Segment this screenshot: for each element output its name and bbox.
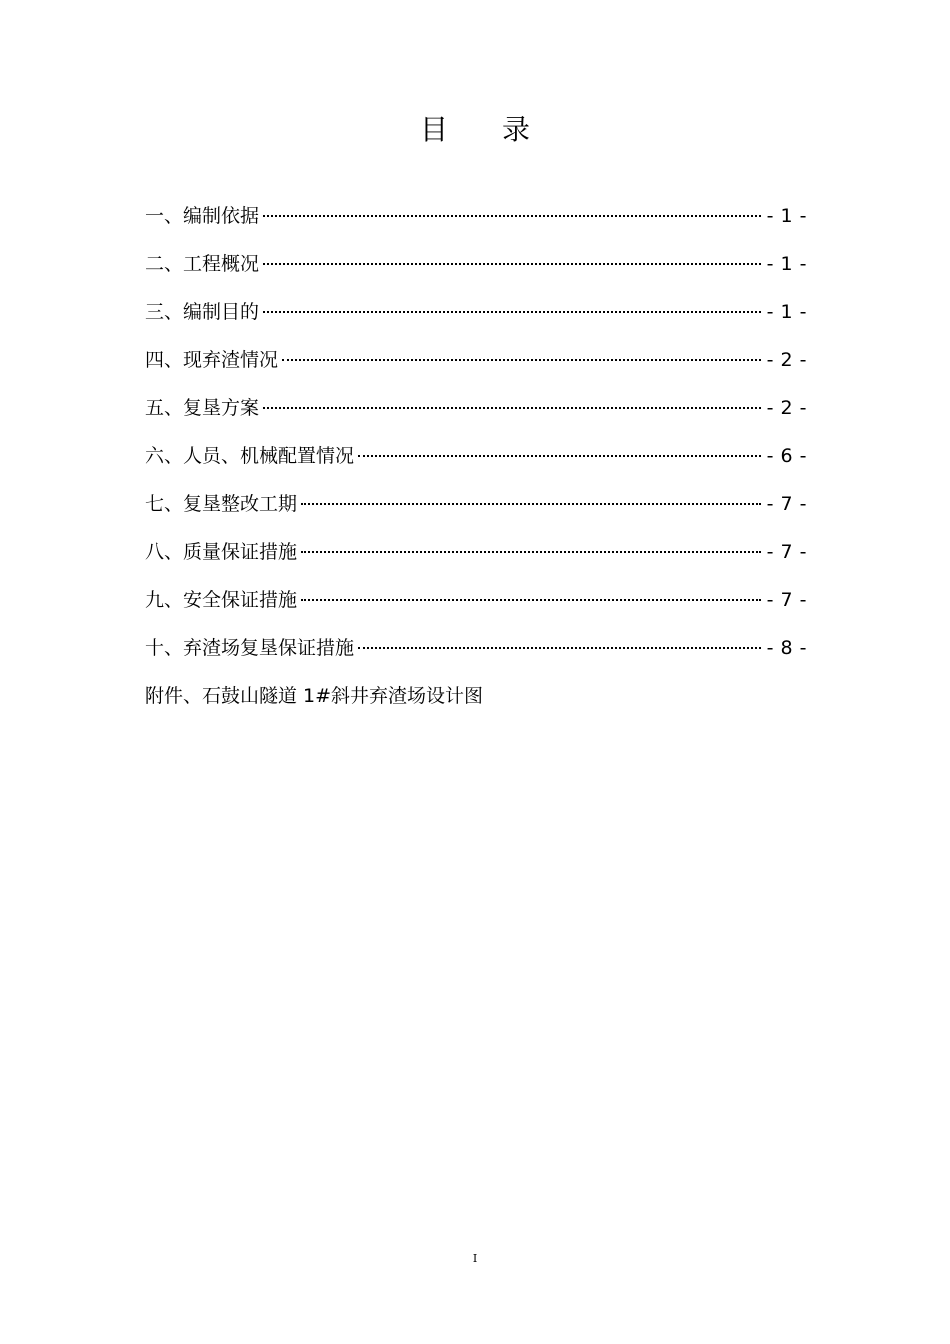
toc-dot-leader bbox=[263, 311, 761, 313]
toc-entry[interactable] bbox=[145, 250, 807, 298]
toc-dot-leader bbox=[358, 455, 761, 457]
toc-entry-label: 七、复垦整改工期 bbox=[145, 493, 298, 515]
toc-entry[interactable] bbox=[145, 442, 807, 490]
toc-dot-leader bbox=[263, 407, 761, 409]
toc-entry-label: 五、复垦方案 bbox=[145, 397, 260, 419]
footer-page-number: I bbox=[472, 1252, 478, 1265]
toc-dot-leader bbox=[301, 503, 761, 505]
toc-entry-label: 九、安全保证措施 bbox=[145, 589, 298, 611]
toc-entry-label: 三、编制目的 bbox=[145, 301, 260, 323]
page-title bbox=[0, 112, 950, 148]
toc-entry[interactable] bbox=[145, 586, 807, 634]
toc-attachment-entry[interactable]: 附件、石鼓山隧道 1#斜井弃渣场设计图 bbox=[145, 685, 484, 707]
toc-entry-page: - 2 - bbox=[766, 349, 807, 371]
toc-entry[interactable] bbox=[145, 634, 807, 682]
toc-entry[interactable] bbox=[145, 202, 807, 250]
toc-entry-page: - 1 - bbox=[766, 205, 807, 227]
toc-entry-page: - 6 - bbox=[766, 445, 807, 467]
toc-entry-page: - 1 - bbox=[766, 253, 807, 275]
toc-entry[interactable] bbox=[145, 298, 807, 346]
toc-dot-leader bbox=[301, 551, 761, 553]
toc-entry-page: - 8 - bbox=[766, 637, 807, 659]
toc-entry[interactable] bbox=[145, 538, 807, 586]
toc-dot-leader bbox=[282, 359, 761, 361]
toc-entry-label: 四、现弃渣情况 bbox=[145, 349, 279, 371]
toc-entry-label: 二、工程概况 bbox=[145, 253, 260, 275]
table-of-contents bbox=[145, 202, 807, 730]
toc-entry-page: - 7 - bbox=[766, 589, 807, 611]
toc-entry[interactable] bbox=[145, 394, 807, 442]
toc-entry-label: 六、人员、机械配置情况 bbox=[145, 445, 355, 467]
toc-entry[interactable] bbox=[145, 346, 807, 394]
toc-entry-label: 十、弃渣场复垦保证措施 bbox=[145, 637, 355, 659]
toc-dot-leader bbox=[358, 647, 761, 649]
toc-entry-page: - 7 - bbox=[766, 541, 807, 563]
toc-dot-leader bbox=[263, 263, 761, 265]
toc-entry-label: 八、质量保证措施 bbox=[145, 541, 298, 563]
toc-dot-leader bbox=[301, 599, 761, 601]
toc-dot-leader bbox=[263, 215, 761, 217]
page-title-char-1: 目 bbox=[419, 113, 448, 146]
toc-entry-page: - 2 - bbox=[766, 397, 807, 419]
toc-entry-page: - 1 - bbox=[766, 301, 807, 323]
page-title-char-2: 录 bbox=[502, 113, 531, 146]
toc-entry-page: - 7 - bbox=[766, 493, 807, 515]
toc-entry[interactable] bbox=[145, 490, 807, 538]
toc-entry-label: 一、编制依据 bbox=[145, 205, 260, 227]
